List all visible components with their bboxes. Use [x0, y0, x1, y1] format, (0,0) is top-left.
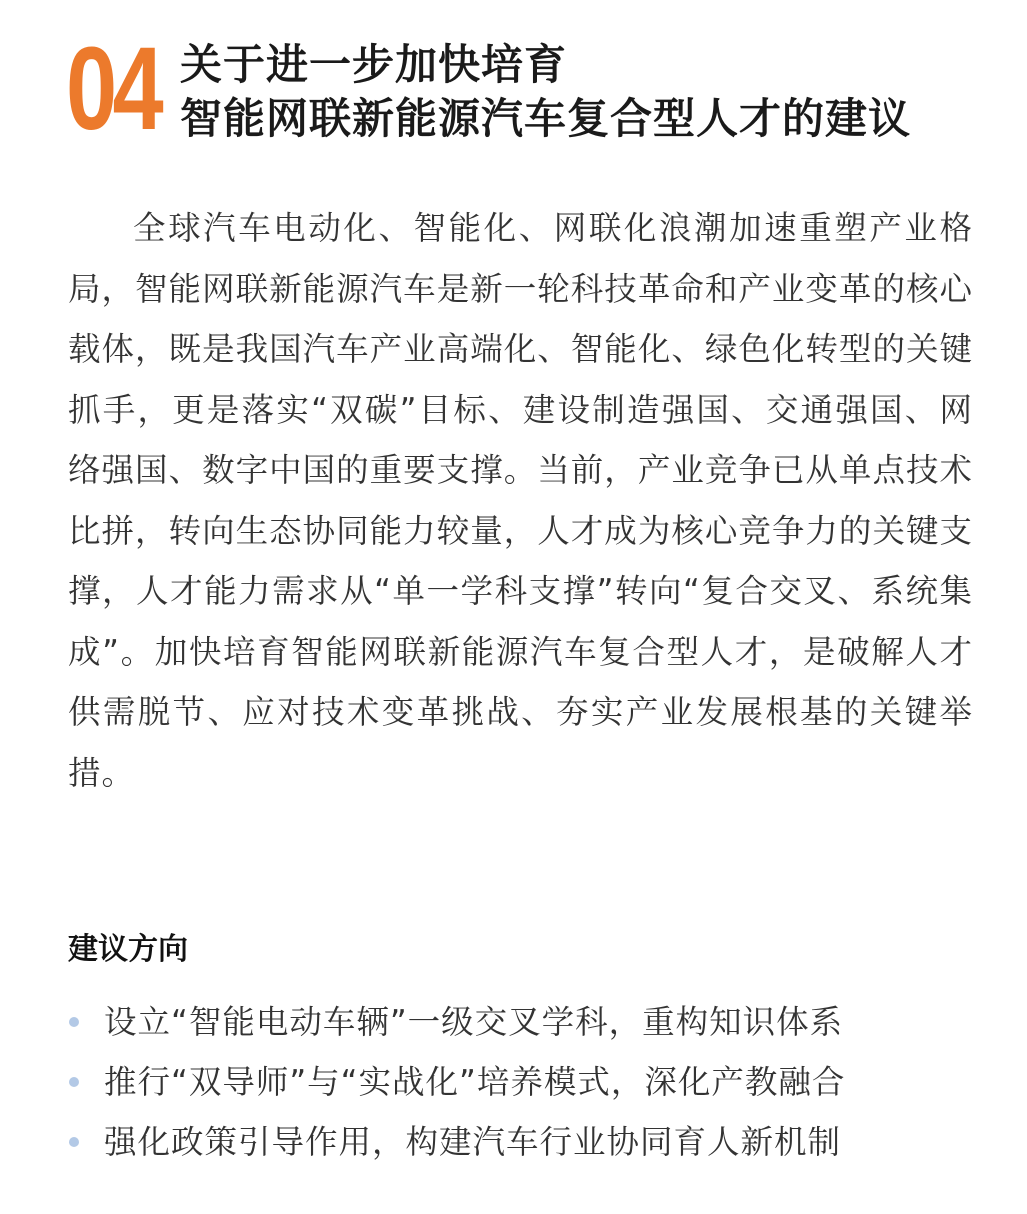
section-title	[180, 38, 980, 146]
list-item	[68, 1052, 968, 1112]
section-header	[66, 23, 986, 155]
body-paragraph: 全球汽车电动化、智能化、网联化浪潮加速重塑产业格局，智能网联新能源汽车是新一轮科技革命和产业变革的核心载体，既是我国汽车产业高端化、智能化、绿色化转型的关键抓手，更是落实“双碳”目标、建设制造强国、交通强国、网络强国、数字中国的重要支撑。当前，产业竞争已从单点技术比拼，转向生态协同能力较量，人才成为核心竞争力的关键支撑，人才能力需求从“单一学科支撑”转向“复合交叉、系统集成”。加快培育智能网联新能源汽车复合型人才，是破解人才供需脱节、应对技术变革挑战、夯实产业发展根基的关键举措。	[68, 209, 973, 792]
suggestions-list	[68, 992, 968, 1172]
list-item-text: 推行“双导师”与“实战化”培养模式，深化产教融合	[104, 1063, 846, 1101]
bullet-dot-icon	[69, 1017, 79, 1027]
section-number: 04	[66, 23, 160, 155]
bullet-dot-icon	[69, 1077, 79, 1087]
list-item	[68, 992, 968, 1052]
list-item-text: 强化政策引导作用，构建汽车行业协同育人新机制	[104, 1123, 842, 1161]
suggestions-heading: 建议方向	[68, 932, 188, 967]
title-line-2: 智能网联新能源汽车复合型人才的建议	[180, 94, 912, 143]
bullet-dot-icon	[69, 1137, 79, 1147]
list-item-text: 设立“智能电动车辆”一级交叉学科，重构知识体系	[104, 1003, 844, 1041]
title-line-1: 关于进一步加快培育	[180, 40, 568, 89]
list-item	[68, 1112, 968, 1172]
